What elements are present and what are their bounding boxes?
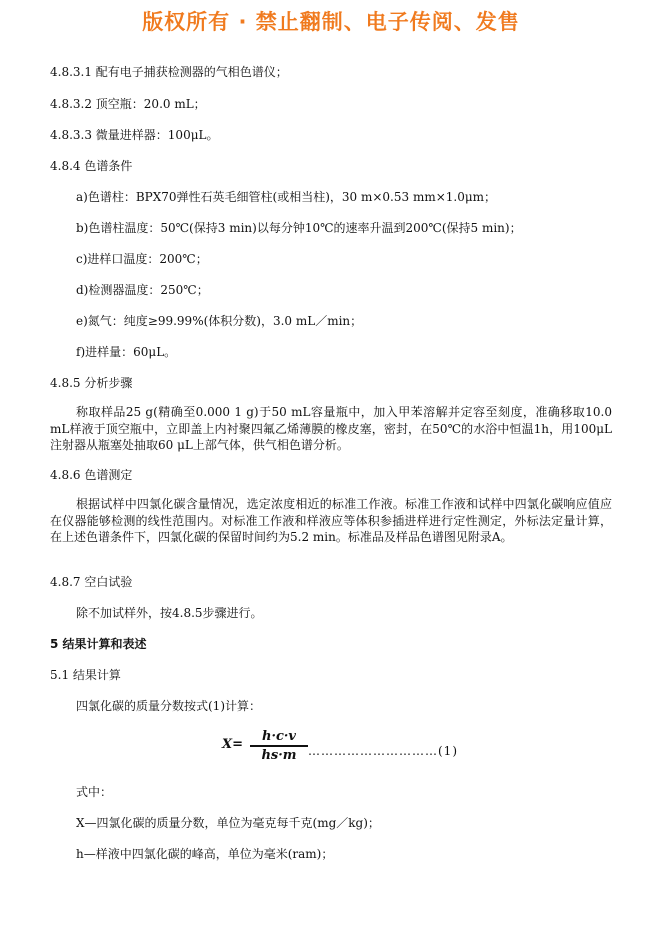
- condition-b: b)色谱柱温度：50℃(保持3 min)以每分钟10℃的速率升温到200℃(保持5 min)；: [76, 221, 522, 235]
- item-4-8-3-3: 4.8.3.3 微量进样器：100μL。: [50, 128, 219, 142]
- formula-intro: 四氯化碳的质量分数按式(1)计算：: [76, 699, 261, 713]
- heading-5-1: 5.1 结果计算: [50, 668, 121, 682]
- fraction-bar: [250, 745, 308, 747]
- item-4-8-3-1: 4.8.3.1 配有电子捕获检测器的气相色谱仪；: [50, 65, 288, 79]
- definition-x: X—四氯化碳的质量分数，单位为毫克每千克(mg／kg)；: [76, 816, 380, 830]
- condition-e: e)氮气：纯度≥99.99%(体积分数)，3.0 mL／min；: [76, 314, 363, 328]
- formula-number: …………………………(1): [308, 744, 458, 758]
- copyright-banner: 版权所有 · 禁止翻制、电子传阅、发售: [142, 10, 520, 34]
- formula-denominator: hs·m: [261, 748, 297, 763]
- heading-4-8-7: 4.8.7 空白试验: [50, 575, 133, 589]
- paragraph-blank-test: 除不加试样外，按4.8.5步骤进行。: [76, 606, 263, 620]
- item-4-8-3-2: 4.8.3.2 顶空瓶：20.0 mL；: [50, 97, 206, 111]
- formula-lhs: X=: [222, 737, 243, 752]
- condition-d: d)检测器温度：250℃；: [76, 283, 209, 297]
- heading-5: 5 结果计算和表述: [50, 637, 147, 651]
- where-label: 式中：: [76, 785, 113, 799]
- formula-fraction: [250, 729, 308, 763]
- condition-f: f)进样量：60μL。: [76, 345, 177, 359]
- heading-4-8-4: 4.8.4 色谱条件: [50, 159, 133, 173]
- heading-4-8-6: 4.8.6 色谱测定: [50, 468, 133, 482]
- formula-numerator: h·c·v: [262, 729, 296, 744]
- condition-a: a)色谱柱：BPX70弹性石英毛细管柱(或相当柱)，30 m×0.53 mm×1.0μm；: [76, 190, 497, 204]
- definition-h: h—样液中四氯化碳的峰高，单位为毫米(ram)；: [76, 847, 334, 861]
- heading-4-8-5: 4.8.5 分析步骤: [50, 376, 133, 390]
- condition-c: c)进样口温度：200℃；: [76, 252, 208, 266]
- paragraph-analysis-steps: 称取样品25 g(精确至0.000 1 g)于50 mL容量瓶中，加入甲苯溶解并定容至刻度，准确移取10.0 mL样液于顶空瓶中，立即盖上内衬聚四氟乙烯薄膜的橡皮塞，密封，在50℃的水浴中恒温1h，用100μL注射器从瓶塞处抽取60 μL上部气体，供气相色谱分析。: [50, 405, 612, 452]
- paragraph-chromatography: 根据试样中四氯化碳含量情况，选定浓度相近的标准工作液。标准工作液和试样中四氯化碳响应值应在仪器能够检测的线性范围内。对标准工作液和样液应等体积参插进样进行定性测定，外标法定量计算，在上述色谱条件下，四氯化碳的保留时间约为5.2 min。标准品及样品色谱图见附录A。: [50, 497, 612, 544]
